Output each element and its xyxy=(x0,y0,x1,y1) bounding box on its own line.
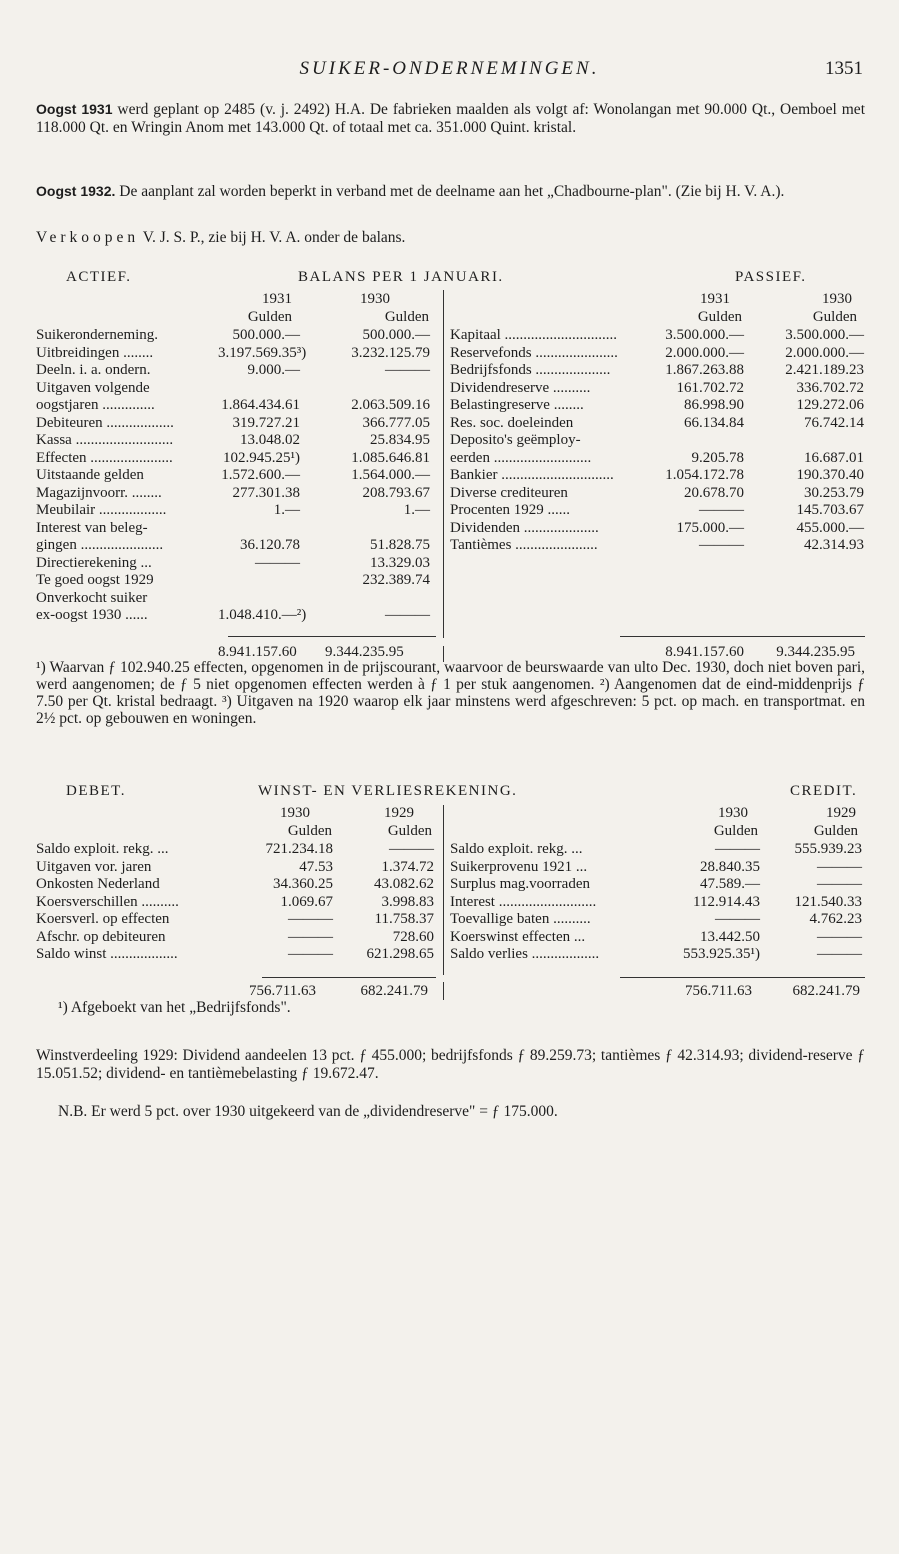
actief-row-value-v1930: ——— xyxy=(385,607,430,623)
actief-row-value-v1930: 2.063.509.16 xyxy=(351,397,430,413)
credit-row-value-v1: 13.442.50 xyxy=(700,928,760,945)
debet-row-value-v2: 43.082.62 xyxy=(374,876,434,892)
debet-row-value-v1: 47.53 xyxy=(299,858,333,875)
winst-credit-total-rule xyxy=(620,977,865,978)
actief-row-label: Meubilair .................. xyxy=(36,502,167,518)
actief-row-value-v1931: 500.000.— xyxy=(232,327,300,343)
balans-passief-currency2: Gulden xyxy=(812,309,857,325)
passief-row-label: Kapitaal .............................. xyxy=(450,327,618,343)
debet-row-value-v1: 1.069.67 xyxy=(280,893,333,910)
credit-row-label: Koerswinst effecten ... xyxy=(450,928,586,945)
passief-row-label: Dividenden .................... xyxy=(450,519,599,536)
debet-row-value-v2: 1.374.72 xyxy=(381,858,434,875)
winst-center-title: WINST- EN VERLIESREKENING. xyxy=(258,783,518,799)
actief-row-value-v1931: 1.572.600.— xyxy=(221,467,300,483)
passief-row-label: Bedrijfsfonds .................... xyxy=(450,362,611,378)
passief-row-label: Belastingreserve ........ xyxy=(450,397,584,413)
credit-row-label: Toevallige baten .......... xyxy=(450,911,591,927)
passief-row-value-v1930: 42.314.93 xyxy=(804,537,864,553)
passief-row-label: Procenten 1929 ...... xyxy=(450,502,570,518)
actief-row-value-v1930: 1.085.646.81 xyxy=(351,449,430,466)
passief-row-value-v1930: 336.702.72 xyxy=(796,379,864,396)
actief-row-value-v1931: 36.120.78 xyxy=(240,537,300,553)
passief-row-label: Res. soc. doeleinden xyxy=(450,414,574,431)
actief-row-value-v1930: 1.— xyxy=(403,502,430,518)
winst-divider xyxy=(443,805,444,975)
passief-row-value-v1931: 3.500.000.— xyxy=(665,327,744,343)
winst-debet-currency1: Gulden xyxy=(287,823,332,839)
balans-actief-currency2: Gulden xyxy=(384,309,429,325)
balans-passief-year2: 1930 xyxy=(822,291,852,307)
oogst-1932-label: Oogst 1932. xyxy=(36,183,116,199)
passief-row-label: Dividendreserve .......... xyxy=(450,379,591,396)
actief-row-value-v1931: ——— xyxy=(255,554,300,571)
passief-row-value-v1930: 30.253.79 xyxy=(804,484,864,501)
credit-row-value-v2: ——— xyxy=(817,928,862,945)
credit-row-value-v2: 555.939.23 xyxy=(794,841,862,857)
actief-row-value-v1931: 13.048.02 xyxy=(240,432,300,448)
credit-row-label: Surplus mag.voorraden xyxy=(450,876,590,892)
actief-row-label: Effecten ...................... xyxy=(36,449,173,466)
winst-debet-total-2: 682.241.79 xyxy=(360,983,428,999)
winst-debet-year2: 1929 xyxy=(384,805,414,821)
debet-row-value-v2: ——— xyxy=(389,841,434,857)
debet-row-value-v1: 34.360.25 xyxy=(273,876,333,892)
actief-row-value-v1930: 51.828.75 xyxy=(370,537,430,553)
debet-row-value-v2: 11.758.37 xyxy=(374,911,434,927)
credit-row-value-v2: ——— xyxy=(817,876,862,892)
winst-credit-total-1: 756.711.63 xyxy=(685,983,752,999)
verkoopen-text: V. J. S. P., zie bij H. V. A. onder de balans. xyxy=(142,229,406,246)
winst-debet-total-rule xyxy=(262,977,436,978)
credit-row-value-v1: ——— xyxy=(715,911,760,927)
oogst-1932-text: De aanplant zal worden beperkt in verband met de deelname aan het „Chadbourne-plan". (Zie bij H. V. A.). xyxy=(119,183,785,200)
actief-row-label: Onverkocht suiker xyxy=(36,589,148,606)
actief-row-value-v1931: 9.000.— xyxy=(247,362,300,378)
actief-row-label: Deeln. i. a. ondern. xyxy=(36,362,151,378)
passief-row-label: Bankier .............................. xyxy=(450,467,614,483)
debet-row-value-v2: 621.298.65 xyxy=(366,946,434,962)
actief-row-label: Uitbreidingen ........ xyxy=(36,344,154,361)
balans-actief-total-1930: 9.344.235.95 xyxy=(325,644,404,660)
winst-left-title: DEBET. xyxy=(66,783,126,799)
passief-row-value-v1931: 9.205.78 xyxy=(691,449,744,466)
actief-row-label: Suikeronderneming. xyxy=(36,327,159,343)
winst-credit-currency1: Gulden xyxy=(713,823,758,839)
balans-actief-year1: 1931 xyxy=(262,291,292,307)
credit-row-value-v1: 47.589.— xyxy=(700,876,760,892)
winst-right-title: CREDIT. xyxy=(790,783,858,799)
actief-row-value-v1931: 3.197.569.35³) xyxy=(218,344,307,361)
debet-row-label: Saldo exploit. rekg. ... xyxy=(36,841,169,857)
winst-divider-total xyxy=(443,982,444,1000)
verkoopen-label: Verkoopen xyxy=(36,229,140,246)
passief-row-value-v1931: 2.000.000.— xyxy=(665,344,744,361)
debet-row-label: Koersverschillen .......... xyxy=(36,893,179,910)
actief-row-label: Directierekening ... xyxy=(36,554,152,571)
passief-row-value-v1931: 66.134.84 xyxy=(684,414,744,431)
page-number: 1351 xyxy=(825,58,863,79)
credit-row-value-v2: ——— xyxy=(817,858,862,875)
debet-row-label: Uitgaven vor. jaren xyxy=(36,858,152,875)
balans-right-title: PASSIEF. xyxy=(735,269,807,285)
winst-debet-currency2: Gulden xyxy=(387,823,432,839)
credit-row-label: Saldo exploit. rekg. ... xyxy=(450,841,583,857)
balans-passief-year1: 1931 xyxy=(700,291,730,307)
credit-row-label: Suikerprovenu 1921 ... xyxy=(450,858,588,875)
passief-row-value-v1930: 16.687.01 xyxy=(804,449,864,466)
passief-row-label: eerden .......................... xyxy=(450,449,592,466)
credit-row-label: Saldo verlies .................. xyxy=(450,946,600,962)
passief-row-label: Diverse crediteuren xyxy=(450,484,568,501)
credit-row-value-v1: ——— xyxy=(715,841,760,857)
passief-row-value-v1931: 1.054.172.78 xyxy=(665,467,744,483)
credit-row-value-v1: 28.840.35 xyxy=(700,858,760,875)
actief-row-label: Kassa .......................... xyxy=(36,432,174,448)
debet-row-label: Koersverl. op effecten xyxy=(36,911,170,927)
balans-passief-currency1: Gulden xyxy=(697,309,742,325)
debet-row-value-v1: ——— xyxy=(288,911,333,927)
actief-row-value-v1930: 366.777.05 xyxy=(362,414,430,431)
oogst-1931-text: werd geplant op 2485 (v. j. 2492) H.A. De fabrieken maalden als volgt af: Wonolangan met 90.000 Qt., Oemboel met 118.000 Qt. en Wringin Anom met 143.000 Qt. of totaal met ca. 351.000 Quint. kristal. xyxy=(36,101,865,136)
balans-actief-year2: 1930 xyxy=(360,291,390,307)
passief-row-label: Deposito's geëmploy- xyxy=(450,432,581,448)
passief-row-value-v1930: 455.000.— xyxy=(796,519,864,536)
actief-row-value-v1930: 25.834.95 xyxy=(370,432,430,448)
nb-paragraph: N.B. Er werd 5 pct. over 1930 uitgekeerd van de „dividendreserve" = ƒ 175.000. xyxy=(58,1103,558,1120)
passief-row-value-v1931: 1.867.263.88 xyxy=(665,362,744,378)
actief-row-label: ex-oogst 1930 ...... xyxy=(36,607,148,623)
actief-row-label: oogstjaren .............. xyxy=(36,397,155,413)
balans-actief-currency1: Gulden xyxy=(247,309,292,325)
passief-row-value-v1931: 20.678.70 xyxy=(684,484,744,501)
winst-credit-total-2: 682.241.79 xyxy=(792,983,860,999)
actief-row-label: Magazijnvoorr. ........ xyxy=(36,484,162,501)
debet-row-label: Afschr. op debiteuren xyxy=(36,928,166,945)
passief-row-value-v1931: 175.000.— xyxy=(676,519,744,536)
actief-row-label: Interest van beleg- xyxy=(36,519,148,536)
debet-row-value-v2: 728.60 xyxy=(392,928,434,945)
passief-row-value-v1930: 129.272.06 xyxy=(796,397,864,413)
passief-row-label: Reservefonds ...................... xyxy=(450,344,618,361)
winst-debet-total-1: 756.711.63 xyxy=(249,983,316,999)
passief-row-label: Tantièmes ...................... xyxy=(450,537,598,553)
debet-row-value-v1: 721.234.18 xyxy=(265,841,333,857)
actief-row-label: Debiteuren .................. xyxy=(36,414,174,431)
winst-footnote: ¹) Afgeboekt van het „Bedrijfsfonds". xyxy=(58,999,291,1016)
balans-actief-total-1931: 8.941.157.60 xyxy=(218,644,297,660)
winstverdeeling-paragraph: Winstverdeeling 1929: Dividend aandeelen 13 pct. ƒ 455.000; bedrijfsfonds ƒ 89.259.73; tantièmes ƒ 42.314.93; dividend-reserve ƒ 15.051.52; dividend- en tantièmebelasting ƒ 19.672.47. xyxy=(36,1047,865,1082)
credit-row-label: Interest .......................... xyxy=(450,893,597,910)
actief-row-value-v1931: 102.945.25¹) xyxy=(223,449,300,466)
winst-credit-currency2: Gulden xyxy=(813,823,858,839)
actief-row-value-v1930: 3.232.125.79 xyxy=(351,344,430,361)
balans-passief-total-1930: 9.344.235.95 xyxy=(776,644,855,660)
actief-row-label: Uitstaande gelden xyxy=(36,467,144,483)
actief-row-value-v1931: 1.— xyxy=(273,502,300,518)
credit-row-value-v2: ——— xyxy=(817,946,862,962)
balans-center-title: BALANS PER 1 JANUARI. xyxy=(298,269,504,285)
debet-row-value-v2: 3.998.83 xyxy=(381,893,434,910)
passief-row-value-v1930: 3.500.000.— xyxy=(785,327,864,343)
actief-row-label: gingen ...................... xyxy=(36,537,164,553)
credit-row-value-v2: 121.540.33 xyxy=(794,893,862,910)
actief-row-value-v1930: 208.793.67 xyxy=(362,484,430,501)
actief-row-label: Uitgaven volgende xyxy=(36,379,150,396)
actief-row-value-v1930: ——— xyxy=(385,362,430,378)
actief-row-value-v1931: 319.727.21 xyxy=(232,414,300,431)
actief-row-value-v1931: 277.301.38 xyxy=(232,484,300,501)
actief-row-value-v1930: 500.000.— xyxy=(362,327,430,343)
passief-row-value-v1930: 76.742.14 xyxy=(804,414,864,431)
balans-footnotes: ¹) Waarvan ƒ 102.940.25 effecten, opgenomen in de prijscourant, waarvoor de beurswaarde van ulto Dec. 1930, doch niet boven pari, werd aangenomen; de ƒ 5 niet opgenomen effecten werden à ƒ 1 per stuk aangenomen. ²) Aangenomen dat de eind-middenprijs ƒ 7.50 per Qt. kristal bedraagt. ³) Uitgaven na 1920 waarop elk jaar minstens werd afgeschreven: 5 pct. op mach. en transportmat. en 2½ pct. op gebouwen en woningen. xyxy=(36,659,865,727)
debet-row-value-v1: ——— xyxy=(288,946,333,962)
passief-row-value-v1930: 190.370.40 xyxy=(796,467,864,483)
debet-row-label: Onkosten Nederland xyxy=(36,876,160,892)
actief-row-value-v1930: 232.389.74 xyxy=(362,572,430,588)
oogst-1931-label: Oogst 1931 xyxy=(36,101,113,117)
actief-row-value-v1931: 1.048.410.—²) xyxy=(218,607,307,623)
passief-row-value-v1931: ——— xyxy=(699,537,744,553)
running-title: SUIKER-ONDERNEMINGEN. xyxy=(299,58,600,79)
credit-row-value-v2: 4.762.23 xyxy=(809,911,862,927)
actief-row-value-v1930: 1.564.000.— xyxy=(351,467,430,483)
balans-passief-total-1931: 8.941.157.60 xyxy=(665,644,744,660)
actief-row-value-v1931: 1.864.434.61 xyxy=(221,397,300,413)
winst-credit-year2: 1929 xyxy=(826,805,856,821)
winst-credit-year1: 1930 xyxy=(718,805,748,821)
debet-row-value-v1: ——— xyxy=(288,928,333,945)
balans-left-title: ACTIEF. xyxy=(66,269,132,285)
credit-row-value-v1: 553.925.35¹) xyxy=(683,946,760,962)
passief-row-value-v1930: 145.703.67 xyxy=(796,502,864,518)
debet-row-label: Saldo winst .................. xyxy=(36,946,178,962)
passief-row-value-v1931: ——— xyxy=(699,502,744,518)
passief-row-value-v1931: 161.702.72 xyxy=(676,379,744,396)
actief-row-label: Te goed oogst 1929 xyxy=(36,572,154,588)
passief-row-value-v1930: 2.421.189.23 xyxy=(785,362,864,378)
winst-debet-year1: 1930 xyxy=(280,805,310,821)
credit-row-value-v1: 112.914.43 xyxy=(693,893,760,910)
passief-row-value-v1930: 2.000.000.— xyxy=(785,344,864,361)
actief-row-value-v1930: 13.329.03 xyxy=(370,554,430,571)
passief-row-value-v1931: 86.998.90 xyxy=(684,397,744,413)
